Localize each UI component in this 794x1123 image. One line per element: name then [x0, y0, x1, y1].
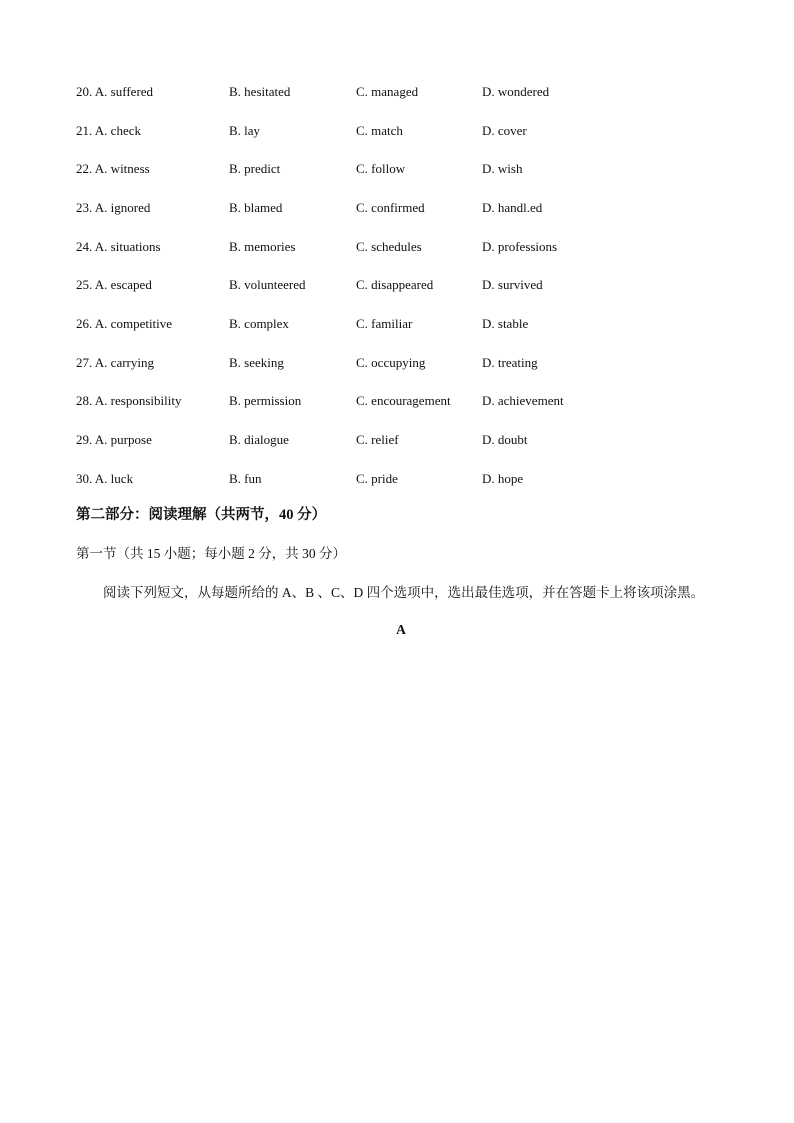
option-b: B. fun	[229, 471, 262, 486]
question-row-28	[0, 391, 794, 411]
question-row-30	[0, 469, 794, 489]
option-d: D. survived	[482, 277, 543, 292]
reading-instructions: 阅读下列短文，从每题所给的 A、B 、C、D 四个选项中，选出最佳选项，并在答题卡上将该项涂黑。	[103, 585, 705, 600]
question-row-24	[0, 237, 794, 257]
question-number: 28.	[76, 393, 93, 408]
option-a: A. suffered	[94, 84, 154, 99]
question-number-and-option-a	[76, 237, 161, 257]
option-d: D. wondered	[482, 84, 550, 99]
question-number: 30.	[76, 471, 93, 486]
question-number-and-option-a	[76, 469, 133, 489]
option-c: C. disappeared	[356, 277, 434, 292]
option-d: D. hope	[482, 471, 524, 486]
option-d: D. achievement	[482, 393, 564, 408]
question-row-27	[0, 353, 794, 373]
option-c: C. match	[356, 123, 403, 138]
option-a: A. ignored	[94, 200, 151, 215]
question-row-20	[0, 82, 794, 102]
option-a: A. check	[94, 123, 141, 138]
option-d: D. professions	[482, 239, 558, 254]
question-number: 24.	[76, 239, 93, 254]
question-number-and-option-a	[76, 198, 150, 218]
question-number-and-option-a	[76, 82, 153, 102]
section-title: 第二部分：阅读理解（共两节，40 分）	[76, 507, 327, 523]
question-number: 29.	[76, 432, 93, 447]
option-a: A. witness	[94, 161, 150, 176]
option-a: A. purpose	[94, 432, 152, 447]
question-number: 26.	[76, 316, 93, 331]
question-row-23	[0, 198, 794, 218]
passage-label: A	[396, 622, 406, 637]
question-number-and-option-a	[76, 430, 152, 450]
question-number-and-option-a	[76, 121, 141, 141]
option-b: B. seeking	[229, 355, 284, 370]
option-c: C. occupying	[356, 355, 426, 370]
option-c: C. encouragement	[356, 393, 451, 408]
question-row-22	[0, 159, 794, 179]
option-d: D. wish	[482, 161, 523, 176]
question-number: 22.	[76, 161, 93, 176]
question-number-and-option-a	[76, 391, 181, 411]
option-a: A. competitive	[94, 316, 173, 331]
option-b: B. blamed	[229, 200, 283, 215]
option-d: D. stable	[482, 316, 529, 331]
option-c: C. relief	[356, 432, 399, 447]
question-number-and-option-a	[76, 275, 152, 295]
question-row-26	[0, 314, 794, 334]
option-d: D. cover	[482, 123, 527, 138]
option-b: B. dialogue	[229, 432, 289, 447]
option-a: A. carrying	[94, 355, 154, 370]
option-a: A. escaped	[94, 277, 152, 292]
option-b: B. hesitated	[229, 84, 291, 99]
option-a: A. responsibility	[94, 393, 182, 408]
section-subtitle: 第一节（共 15 小题；每小题 2 分，共 30 分）	[76, 546, 346, 561]
question-row-21	[0, 121, 794, 141]
question-row-25	[0, 275, 794, 295]
option-b: B. volunteered	[229, 277, 306, 292]
question-number: 20.	[76, 84, 93, 99]
option-c: C. confirmed	[356, 200, 425, 215]
question-row-29	[0, 430, 794, 450]
option-d: D. treating	[482, 355, 538, 370]
option-b: B. memories	[229, 239, 296, 254]
option-c: C. familiar	[356, 316, 413, 331]
option-d: D. handl.ed	[482, 200, 543, 215]
question-number: 23.	[76, 200, 93, 215]
option-b: B. complex	[229, 316, 289, 331]
question-number: 21.	[76, 123, 93, 138]
question-number: 27.	[76, 355, 93, 370]
option-c: C. pride	[356, 471, 398, 486]
option-b: B. permission	[229, 393, 302, 408]
option-b: B. lay	[229, 123, 261, 138]
option-a: A. luck	[94, 471, 134, 486]
question-number-and-option-a	[76, 353, 154, 373]
question-number-and-option-a	[76, 159, 150, 179]
option-d: D. doubt	[482, 432, 528, 447]
question-number: 25.	[76, 277, 93, 292]
option-c: C. managed	[356, 84, 419, 99]
option-a: A. situations	[94, 239, 161, 254]
question-number-and-option-a	[76, 314, 172, 334]
option-c: C. schedules	[356, 239, 422, 254]
option-c: C. follow	[356, 161, 406, 176]
option-b: B. predict	[229, 161, 281, 176]
